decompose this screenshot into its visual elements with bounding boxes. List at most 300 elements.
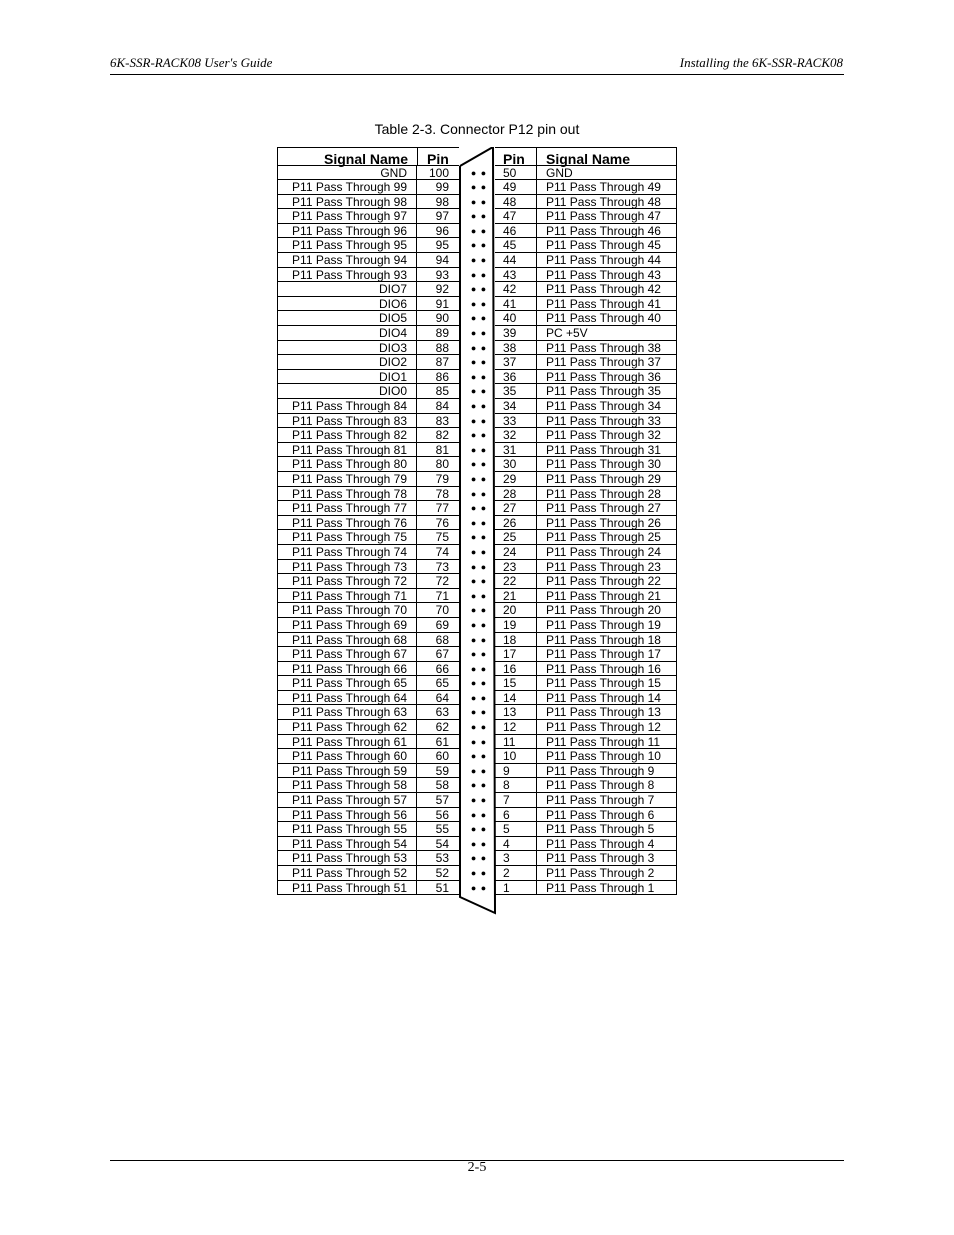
right-signal-name: P11 Pass Through 10	[537, 749, 677, 764]
right-pin-number: 36	[495, 370, 537, 385]
pin-dots: ● ●	[470, 225, 488, 236]
table-row	[277, 487, 677, 502]
right-pin-number: 38	[495, 341, 537, 356]
left-pin-number: 66	[417, 662, 459, 677]
left-pin-number: 69	[417, 618, 459, 633]
left-pin-number: 97	[417, 209, 459, 224]
right-pin-number: 41	[495, 297, 537, 312]
table-row	[277, 837, 677, 852]
left-signal-name: P11 Pass Through 54	[277, 837, 417, 852]
table-row	[277, 881, 677, 896]
right-signal-name: P11 Pass Through 11	[537, 735, 677, 750]
left-pin-number: 76	[417, 516, 459, 531]
left-pin-number: 62	[417, 720, 459, 735]
right-pin-number: 31	[495, 443, 537, 458]
right-pin-number: 11	[495, 735, 537, 750]
left-signal-name: P11 Pass Through 57	[277, 793, 417, 808]
header-title-left: 6K-SSR-RACK08 User's Guide	[110, 55, 273, 70]
table-row	[277, 341, 677, 356]
right-signal-name: P11 Pass Through 13	[537, 705, 677, 720]
left-pin-number: 98	[417, 195, 459, 210]
left-pin-number: 81	[417, 443, 459, 458]
pin-dots: ● ●	[470, 444, 488, 455]
right-signal-name: P11 Pass Through 36	[537, 370, 677, 385]
pin-dots: ● ●	[470, 649, 488, 660]
pin-dots: ● ●	[470, 780, 488, 791]
table-row	[277, 180, 677, 195]
right-pin-number: 29	[495, 472, 537, 487]
right-pin-number: 21	[495, 589, 537, 604]
right-signal-name: PC +5V	[537, 326, 677, 341]
left-pin-number: 82	[417, 428, 459, 443]
right-signal-name: P11 Pass Through 32	[537, 428, 677, 443]
table-row	[277, 501, 677, 516]
pinout-rows	[277, 166, 677, 896]
table-row	[277, 808, 677, 823]
right-signal-name: P11 Pass Through 40	[537, 311, 677, 326]
left-signal-name: P11 Pass Through 74	[277, 545, 417, 560]
right-pin-number: 45	[495, 238, 537, 253]
left-pin-number: 73	[417, 560, 459, 575]
right-signal-name: P11 Pass Through 30	[537, 457, 677, 472]
left-signal-name: P11 Pass Through 61	[277, 735, 417, 750]
left-signal-name: P11 Pass Through 83	[277, 414, 417, 429]
right-pin-number: 26	[495, 516, 537, 531]
left-signal-name: P11 Pass Through 96	[277, 224, 417, 239]
right-signal-name: P11 Pass Through 18	[537, 633, 677, 648]
right-signal-name: P11 Pass Through 21	[537, 589, 677, 604]
right-signal-name: P11 Pass Through 49	[537, 180, 677, 195]
right-signal-name: P11 Pass Through 26	[537, 516, 677, 531]
left-signal-name: P11 Pass Through 71	[277, 589, 417, 604]
left-signal-name: P11 Pass Through 60	[277, 749, 417, 764]
pin-dots: ● ●	[470, 678, 488, 689]
right-pin-number: 10	[495, 749, 537, 764]
pin-dots: ● ●	[470, 853, 488, 864]
right-pin-number: 12	[495, 720, 537, 735]
table-row	[277, 822, 677, 837]
left-pin-number: 87	[417, 355, 459, 370]
pin-dots: ● ●	[470, 488, 488, 499]
right-pin-number: 43	[495, 268, 537, 283]
left-pin-number: 67	[417, 647, 459, 662]
right-signal-name: P11 Pass Through 4	[537, 837, 677, 852]
pin-dots: ● ●	[470, 824, 488, 835]
table-row	[277, 516, 677, 531]
table-row	[277, 282, 677, 297]
table-row	[277, 778, 677, 793]
left-signal-name: P11 Pass Through 72	[277, 574, 417, 589]
right-pin-number: 28	[495, 487, 537, 502]
left-signal-name: P11 Pass Through 66	[277, 662, 417, 677]
left-signal-name: P11 Pass Through 68	[277, 633, 417, 648]
right-signal-name: P11 Pass Through 27	[537, 501, 677, 516]
pin-dots: ● ●	[470, 882, 488, 893]
pin-dots: ● ●	[470, 722, 488, 733]
left-pin-number: 54	[417, 837, 459, 852]
left-pin-number: 85	[417, 384, 459, 399]
header-title-right: Installing the 6K-SSR-RACK08	[679, 55, 843, 70]
right-pin-number: 50	[495, 166, 537, 181]
right-signal-name: P11 Pass Through 5	[537, 822, 677, 837]
table-row	[277, 866, 677, 881]
right-signal-name: P11 Pass Through 6	[537, 808, 677, 823]
right-pin-number: 20	[495, 603, 537, 618]
table-row	[277, 443, 677, 458]
pin-dots: ● ●	[470, 532, 488, 543]
left-signal-name: P11 Pass Through 65	[277, 676, 417, 691]
right-signal-name: P11 Pass Through 28	[537, 487, 677, 502]
pin-dots: ● ●	[470, 298, 488, 309]
right-pin-number: 39	[495, 326, 537, 341]
table-row	[277, 209, 677, 224]
pin-dots: ● ●	[470, 401, 488, 411]
pin-dots: ● ●	[470, 590, 488, 601]
left-pin-number: 53	[417, 851, 459, 866]
right-pin-number: 34	[495, 399, 537, 414]
right-pin-number: 30	[495, 457, 537, 472]
left-signal-name: P11 Pass Through 78	[277, 487, 417, 502]
left-signal-name: P11 Pass Through 55	[277, 822, 417, 837]
right-signal-name: P11 Pass Through 25	[537, 530, 677, 545]
left-pin-number: 59	[417, 764, 459, 779]
pin-dots: ● ●	[470, 342, 488, 353]
right-pin-number: 33	[495, 414, 537, 429]
left-signal-name: P11 Pass Through 63	[277, 705, 417, 720]
left-pin-number: 75	[417, 530, 459, 545]
left-signal-name: P11 Pass Through 81	[277, 443, 417, 458]
left-pin-number: 60	[417, 749, 459, 764]
table-row	[277, 530, 677, 545]
left-pin-number: 63	[417, 705, 459, 720]
left-pin-number: 93	[417, 268, 459, 283]
table-row	[277, 735, 677, 750]
pin-dots: ● ●	[470, 473, 488, 484]
left-signal-name: P11 Pass Through 98	[277, 195, 417, 210]
pin-dots: ● ●	[470, 736, 488, 747]
connector-pinout-table	[277, 147, 677, 895]
left-signal-name: P11 Pass Through 70	[277, 603, 417, 618]
table-row	[277, 560, 677, 575]
left-pin-number: 99	[417, 180, 459, 195]
left-signal-name: P11 Pass Through 62	[277, 720, 417, 735]
left-pin-number: 84	[417, 399, 459, 414]
pin-dots: ● ●	[470, 182, 488, 193]
table-row	[277, 472, 677, 487]
left-pin-number: 65	[417, 676, 459, 691]
right-pin-number: 9	[495, 764, 537, 779]
col-header-right-pin: Pin	[503, 151, 525, 167]
left-pin-number: 71	[417, 589, 459, 604]
left-pin-number: 77	[417, 501, 459, 516]
right-pin-number: 14	[495, 691, 537, 706]
left-signal-name: P11 Pass Through 75	[277, 530, 417, 545]
left-signal-name: P11 Pass Through 79	[277, 472, 417, 487]
table-row	[277, 647, 677, 662]
right-signal-name: P11 Pass Through 41	[537, 297, 677, 312]
right-signal-name: P11 Pass Through 46	[537, 224, 677, 239]
right-pin-number: 15	[495, 676, 537, 691]
pin-dots: ● ●	[470, 868, 488, 878]
col-header-left-pin: Pin	[427, 151, 449, 167]
table-caption: Table 2-3. Connector P12 pin out	[374, 121, 580, 137]
left-signal-name: DIO7	[277, 282, 417, 297]
left-pin-number: 56	[417, 808, 459, 823]
left-pin-number: 89	[417, 326, 459, 341]
right-pin-number: 16	[495, 662, 537, 677]
table-row	[277, 662, 677, 677]
pin-dots: ● ●	[470, 605, 488, 616]
pin-dots: ● ●	[470, 751, 488, 762]
right-signal-name: P11 Pass Through 42	[537, 282, 677, 297]
left-pin-number: 64	[417, 691, 459, 706]
table-row	[277, 399, 677, 414]
pin-dots: ● ●	[470, 357, 488, 368]
left-pin-number: 80	[417, 457, 459, 472]
right-pin-number: 42	[495, 282, 537, 297]
left-pin-number: 61	[417, 735, 459, 750]
right-pin-number: 37	[495, 355, 537, 370]
left-signal-name: P11 Pass Through 84	[277, 399, 417, 414]
left-pin-number: 91	[417, 297, 459, 312]
left-pin-number: 51	[417, 881, 459, 896]
table-row	[277, 355, 677, 370]
left-pin-number: 96	[417, 224, 459, 239]
left-pin-number: 58	[417, 778, 459, 793]
left-signal-name: P11 Pass Through 76	[277, 516, 417, 531]
right-signal-name: P11 Pass Through 23	[537, 560, 677, 575]
left-signal-name: P11 Pass Through 82	[277, 428, 417, 443]
left-pin-number: 100	[417, 166, 459, 181]
right-pin-number: 22	[495, 574, 537, 589]
table-row	[277, 224, 677, 239]
right-signal-name: P11 Pass Through 35	[537, 384, 677, 399]
pin-dots: ● ●	[470, 517, 488, 528]
right-pin-number: 24	[495, 545, 537, 560]
right-signal-name: P11 Pass Through 17	[537, 647, 677, 662]
table-row	[277, 457, 677, 472]
pin-dots: ● ●	[470, 795, 488, 806]
pin-dots: ● ●	[470, 663, 488, 674]
table-row	[277, 166, 677, 181]
left-pin-number: 88	[417, 341, 459, 356]
header-rule	[110, 74, 844, 75]
left-signal-name: DIO0	[277, 384, 417, 399]
table-row	[277, 589, 677, 604]
right-pin-number: 18	[495, 633, 537, 648]
pin-dots: ● ●	[470, 386, 488, 397]
right-signal-name: P11 Pass Through 16	[537, 662, 677, 677]
right-signal-name: P11 Pass Through 12	[537, 720, 677, 735]
right-pin-number: 48	[495, 195, 537, 210]
right-pin-number: 35	[495, 384, 537, 399]
page-number: 2-5	[467, 1160, 487, 1175]
right-pin-number: 17	[495, 647, 537, 662]
left-signal-name: P11 Pass Through 64	[277, 691, 417, 706]
left-pin-number: 68	[417, 633, 459, 648]
left-pin-number: 72	[417, 574, 459, 589]
left-signal-name: P11 Pass Through 69	[277, 618, 417, 633]
pin-dots: ● ●	[470, 371, 488, 382]
left-pin-number: 95	[417, 238, 459, 253]
pin-dots: ● ●	[470, 809, 488, 820]
pin-dots: ● ●	[470, 196, 488, 207]
right-pin-number: 8	[495, 778, 537, 793]
right-pin-number: 3	[495, 851, 537, 866]
table-row	[277, 705, 677, 720]
right-signal-name: P11 Pass Through 47	[537, 209, 677, 224]
table-row	[277, 195, 677, 210]
table-row	[277, 676, 677, 691]
left-signal-name: DIO1	[277, 370, 417, 385]
pin-dots: ● ●	[470, 546, 488, 557]
table-row	[277, 720, 677, 735]
pin-dots: ● ●	[470, 707, 488, 718]
table-row	[277, 603, 677, 618]
table-row	[277, 297, 677, 312]
right-pin-number: 19	[495, 618, 537, 633]
right-signal-name: P11 Pass Through 15	[537, 676, 677, 691]
table-row	[277, 618, 677, 633]
left-pin-number: 79	[417, 472, 459, 487]
table-row	[277, 633, 677, 648]
right-pin-number: 44	[495, 253, 537, 268]
right-signal-name: P11 Pass Through 20	[537, 603, 677, 618]
pin-dots: ● ●	[470, 634, 488, 645]
table-row	[277, 749, 677, 764]
right-signal-name: P11 Pass Through 34	[537, 399, 677, 414]
table-row	[277, 793, 677, 808]
right-pin-number: 27	[495, 501, 537, 516]
table-row	[277, 326, 677, 341]
pin-dots: ● ●	[470, 269, 488, 280]
right-signal-name: P11 Pass Through 19	[537, 618, 677, 633]
left-signal-name: DIO6	[277, 297, 417, 312]
left-signal-name: P11 Pass Through 58	[277, 778, 417, 793]
left-pin-number: 52	[417, 866, 459, 881]
table-row	[277, 428, 677, 443]
left-signal-name: DIO2	[277, 355, 417, 370]
pin-dots: ● ●	[470, 167, 488, 178]
pin-dots: ● ●	[470, 561, 488, 572]
col-header-right-signal: Signal Name	[546, 151, 631, 167]
left-signal-name: P11 Pass Through 95	[277, 238, 417, 253]
table-row	[277, 238, 677, 253]
table-row	[277, 384, 677, 399]
pin-dots: ● ●	[470, 692, 488, 703]
right-pin-number: 32	[495, 428, 537, 443]
pin-dots: ● ●	[470, 576, 488, 587]
right-pin-number: 13	[495, 705, 537, 720]
pin-dots: ● ●	[470, 284, 488, 295]
right-signal-name: P11 Pass Through 9	[537, 764, 677, 779]
left-signal-name: P11 Pass Through 53	[277, 851, 417, 866]
pin-dots: ● ●	[470, 765, 488, 776]
left-signal-name: P11 Pass Through 73	[277, 560, 417, 575]
right-signal-name: P11 Pass Through 45	[537, 238, 677, 253]
right-signal-name: P11 Pass Through 48	[537, 195, 677, 210]
right-signal-name: P11 Pass Through 31	[537, 443, 677, 458]
pin-dots: ● ●	[470, 240, 488, 251]
left-pin-number: 92	[417, 282, 459, 297]
right-signal-name: GND	[537, 166, 677, 181]
right-pin-number: 2	[495, 866, 537, 881]
table-row	[277, 311, 677, 326]
left-signal-name: P11 Pass Through 80	[277, 457, 417, 472]
table-row	[277, 545, 677, 560]
left-pin-number: 86	[417, 370, 459, 385]
right-pin-number: 4	[495, 837, 537, 852]
right-signal-name: P11 Pass Through 2	[537, 866, 677, 881]
left-pin-number: 55	[417, 822, 459, 837]
right-pin-number: 47	[495, 209, 537, 224]
left-signal-name: P11 Pass Through 77	[277, 501, 417, 516]
left-signal-name: P11 Pass Through 59	[277, 764, 417, 779]
table-row	[277, 691, 677, 706]
right-pin-number: 6	[495, 808, 537, 823]
left-pin-number: 83	[417, 414, 459, 429]
pin-dots: ● ●	[470, 459, 488, 470]
pin-dots: ● ●	[470, 503, 488, 514]
left-signal-name: P11 Pass Through 97	[277, 209, 417, 224]
right-signal-name: P11 Pass Through 3	[537, 851, 677, 866]
pin-dots: ● ●	[470, 211, 488, 222]
left-signal-name: P11 Pass Through 67	[277, 647, 417, 662]
right-signal-name: P11 Pass Through 14	[537, 691, 677, 706]
pin-dots: ● ●	[470, 430, 488, 441]
right-signal-name: P11 Pass Through 22	[537, 574, 677, 589]
left-pin-number: 70	[417, 603, 459, 618]
pin-dots: ● ●	[470, 328, 488, 339]
table-row	[277, 253, 677, 268]
left-signal-name: P11 Pass Through 99	[277, 180, 417, 195]
pin-dots: ● ●	[470, 838, 488, 849]
right-pin-number: 1	[495, 881, 537, 896]
right-pin-number: 23	[495, 560, 537, 575]
right-signal-name: P11 Pass Through 38	[537, 341, 677, 356]
pin-dots: ● ●	[470, 255, 488, 266]
col-header-left-signal: Signal Name	[324, 151, 409, 167]
table-row	[277, 764, 677, 779]
right-signal-name: P11 Pass Through 43	[537, 268, 677, 283]
right-pin-number: 5	[495, 822, 537, 837]
right-signal-name: P11 Pass Through 7	[537, 793, 677, 808]
table-row	[277, 268, 677, 283]
right-signal-name: P11 Pass Through 44	[537, 253, 677, 268]
left-signal-name: DIO4	[277, 326, 417, 341]
pin-dots: ● ●	[470, 415, 488, 426]
right-signal-name: P11 Pass Through 1	[537, 881, 677, 896]
left-pin-number: 78	[417, 487, 459, 502]
left-pin-number: 57	[417, 793, 459, 808]
left-pin-number: 94	[417, 253, 459, 268]
left-signal-name: P11 Pass Through 93	[277, 268, 417, 283]
left-signal-name: P11 Pass Through 56	[277, 808, 417, 823]
left-pin-number: 90	[417, 311, 459, 326]
left-signal-name: P11 Pass Through 51	[277, 881, 417, 896]
left-signal-name: GND	[277, 166, 417, 181]
pin-dots: ● ●	[470, 619, 488, 630]
right-signal-name: P11 Pass Through 29	[537, 472, 677, 487]
right-signal-name: P11 Pass Through 8	[537, 778, 677, 793]
right-signal-name: P11 Pass Through 33	[537, 414, 677, 429]
table-row	[277, 574, 677, 589]
right-signal-name: P11 Pass Through 37	[537, 355, 677, 370]
left-signal-name: DIO3	[277, 341, 417, 356]
left-signal-name: P11 Pass Through 52	[277, 866, 417, 881]
right-pin-number: 49	[495, 180, 537, 195]
pin-dots: ● ●	[470, 313, 488, 324]
